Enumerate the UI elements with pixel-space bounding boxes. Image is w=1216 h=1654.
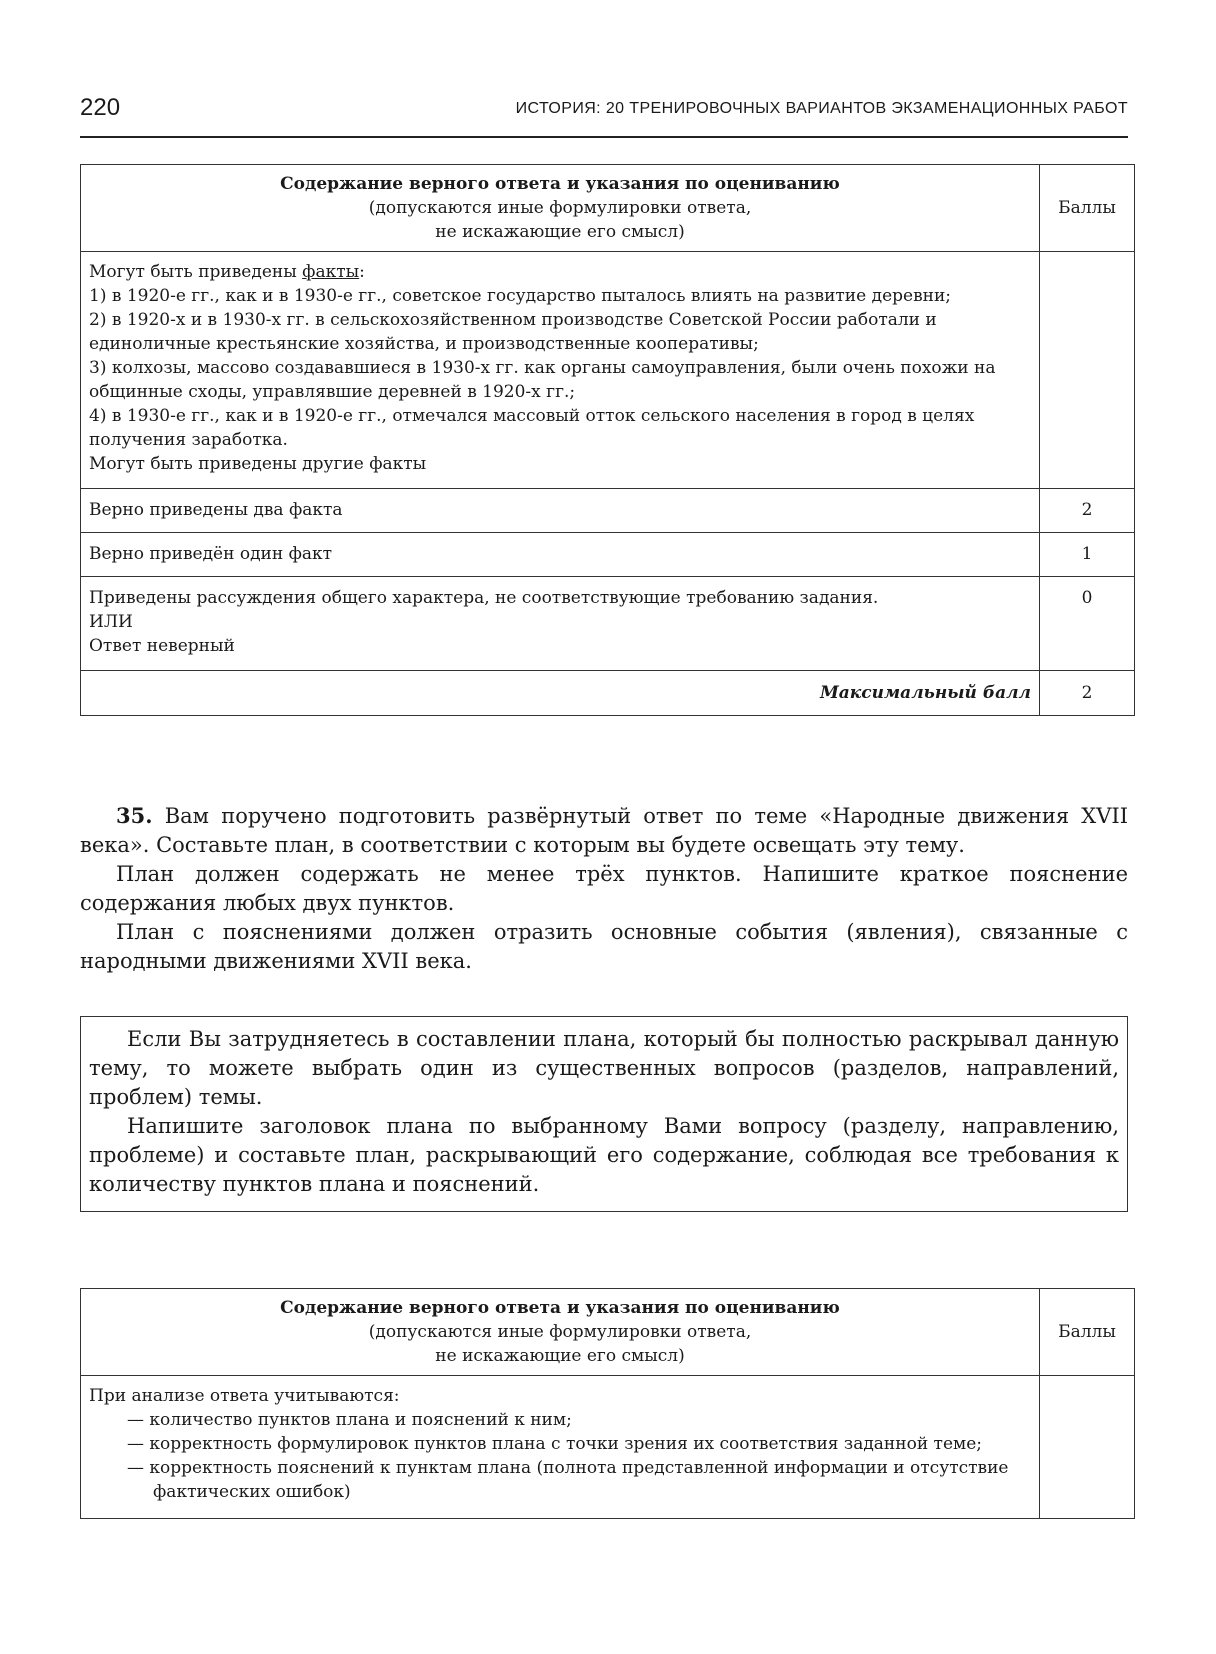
max-score-points: 2: [1040, 671, 1135, 716]
fact-item: 3) колхозы, массово создававшиеся в 1930-х гг. как органы самоуправления, были очень похожи на общинные сходы, управлявшие деревней в 1920-х гг.;: [89, 358, 996, 402]
score-row: [81, 489, 1135, 533]
score-row-zero: [81, 577, 1135, 671]
facts-other: Могут быть приведены другие факты: [89, 454, 427, 474]
content-header: [81, 165, 1040, 252]
fact-item: 4) в 1930-е гг., как и в 1920-е гг., отмечался массовый отток сельского населения в город в целях получения заработка.: [89, 406, 975, 450]
content-header: [81, 1289, 1040, 1376]
task-text-1: Вам поручено подготовить развёрнутый ответ по теме «Народные движения XVII века». Составьте план, в соответствии с которым вы будете освещать эту тему.: [80, 804, 1128, 857]
criteria-row: [81, 1376, 1135, 1519]
header-note-1: (допускаются иные формулировки ответа,: [368, 198, 752, 218]
score-criterion: Верно приведены два факта: [81, 489, 1040, 533]
task-paragraph-3: План с пояснениями должен отразить основные события (явления), связанные с народными движениями XVII века.: [80, 920, 1128, 973]
page-number: 220: [80, 94, 121, 121]
task-35: [80, 801, 1128, 976]
criteria-cell: [81, 1376, 1040, 1519]
header-note-1: (допускаются иные формулировки ответа,: [368, 1322, 752, 1342]
list-item: — корректность формулировок пунктов плана с точки зрения их соответствия заданной теме;: [89, 1432, 1031, 1456]
page-header: [80, 90, 1128, 138]
running-title: ИСТОРИЯ: 20 ТРЕНИРОВОЧНЫХ ВАРИАНТОВ ЭКЗАМЕНАЦИОННЫХ РАБОТ: [515, 100, 1128, 117]
header-note-2: не искажающие его смысл): [435, 222, 685, 242]
max-row: [81, 671, 1135, 716]
table-header-row: [81, 165, 1135, 252]
criteria-intro: При анализе ответа учитываются:: [89, 1386, 400, 1406]
points-header: Баллы: [1040, 165, 1135, 252]
points-header: Баллы: [1040, 1289, 1135, 1376]
zero-or: ИЛИ: [89, 612, 133, 632]
zero-criterion: [81, 577, 1040, 671]
facts-intro: Могут быть приведены факты:: [89, 262, 365, 282]
task-paragraph-1: [80, 801, 1128, 860]
facts-points-cell: [1040, 252, 1135, 489]
hint-paragraph-1: Если Вы затрудняетесь в составлении плана, который бы полностью раскрывал данную тему, то можете выбрать один из существенных вопросов (разделов, направлений, проблем) темы.: [89, 1027, 1119, 1109]
zero-points: 0: [1040, 577, 1135, 671]
score-points: 1: [1040, 533, 1135, 577]
task-number: 35.: [116, 803, 153, 828]
list-item: — количество пунктов плана и пояснений к ним;: [89, 1408, 1031, 1432]
criteria-list: [89, 1408, 1031, 1504]
header-title: Содержание верного ответа и указания по оцениванию: [280, 1298, 840, 1318]
facts-cell: [81, 252, 1040, 489]
header-title: Содержание верного ответа и указания по оцениванию: [280, 174, 840, 194]
list-item: — корректность пояснений к пунктам плана (полнота представленной информации и отсутствие фактических ошибок): [89, 1456, 1031, 1504]
zero-line-1: Приведены рассуждения общего характера, не соответствующие требованию задания.: [89, 588, 879, 608]
header-note-2: не искажающие его смысл): [435, 1346, 685, 1366]
max-score-label: Максимальный балл: [81, 671, 1040, 716]
score-criterion: Верно приведён один факт: [81, 533, 1040, 577]
table-header-row: [81, 1289, 1135, 1376]
task-paragraph-2: План должен содержать не менее трёх пунктов. Напишите краткое пояснение содержания любых двух пунктов.: [80, 862, 1128, 915]
hint-box: [80, 1016, 1128, 1212]
scoring-table-34: [80, 164, 1135, 716]
fact-item: 2) в 1920-х и в 1930-х гг. в сельскохозяйственном производстве Советской России работали и единоличные крестьянские хозяйства, и производственные кооперативы;: [89, 310, 937, 354]
score-row: [81, 533, 1135, 577]
score-points: 2: [1040, 489, 1135, 533]
zero-line-2: Ответ неверный: [89, 636, 235, 656]
facts-word: факты: [302, 262, 360, 282]
criteria-points-cell: [1040, 1376, 1135, 1519]
hint-paragraph-2: Напишите заголовок плана по выбранному Вами вопросу (разделу, направлению, проблеме) и составьте план, раскрывающий его содержание, соблюдая все требования к количеству пунктов плана и пояснений.: [89, 1114, 1119, 1196]
fact-item: 1) в 1920-е гг., как и в 1930-е гг., советское государство пыталось влиять на развитие деревни;: [89, 286, 952, 306]
facts-row: [81, 252, 1135, 489]
scoring-table-35: [80, 1288, 1135, 1519]
